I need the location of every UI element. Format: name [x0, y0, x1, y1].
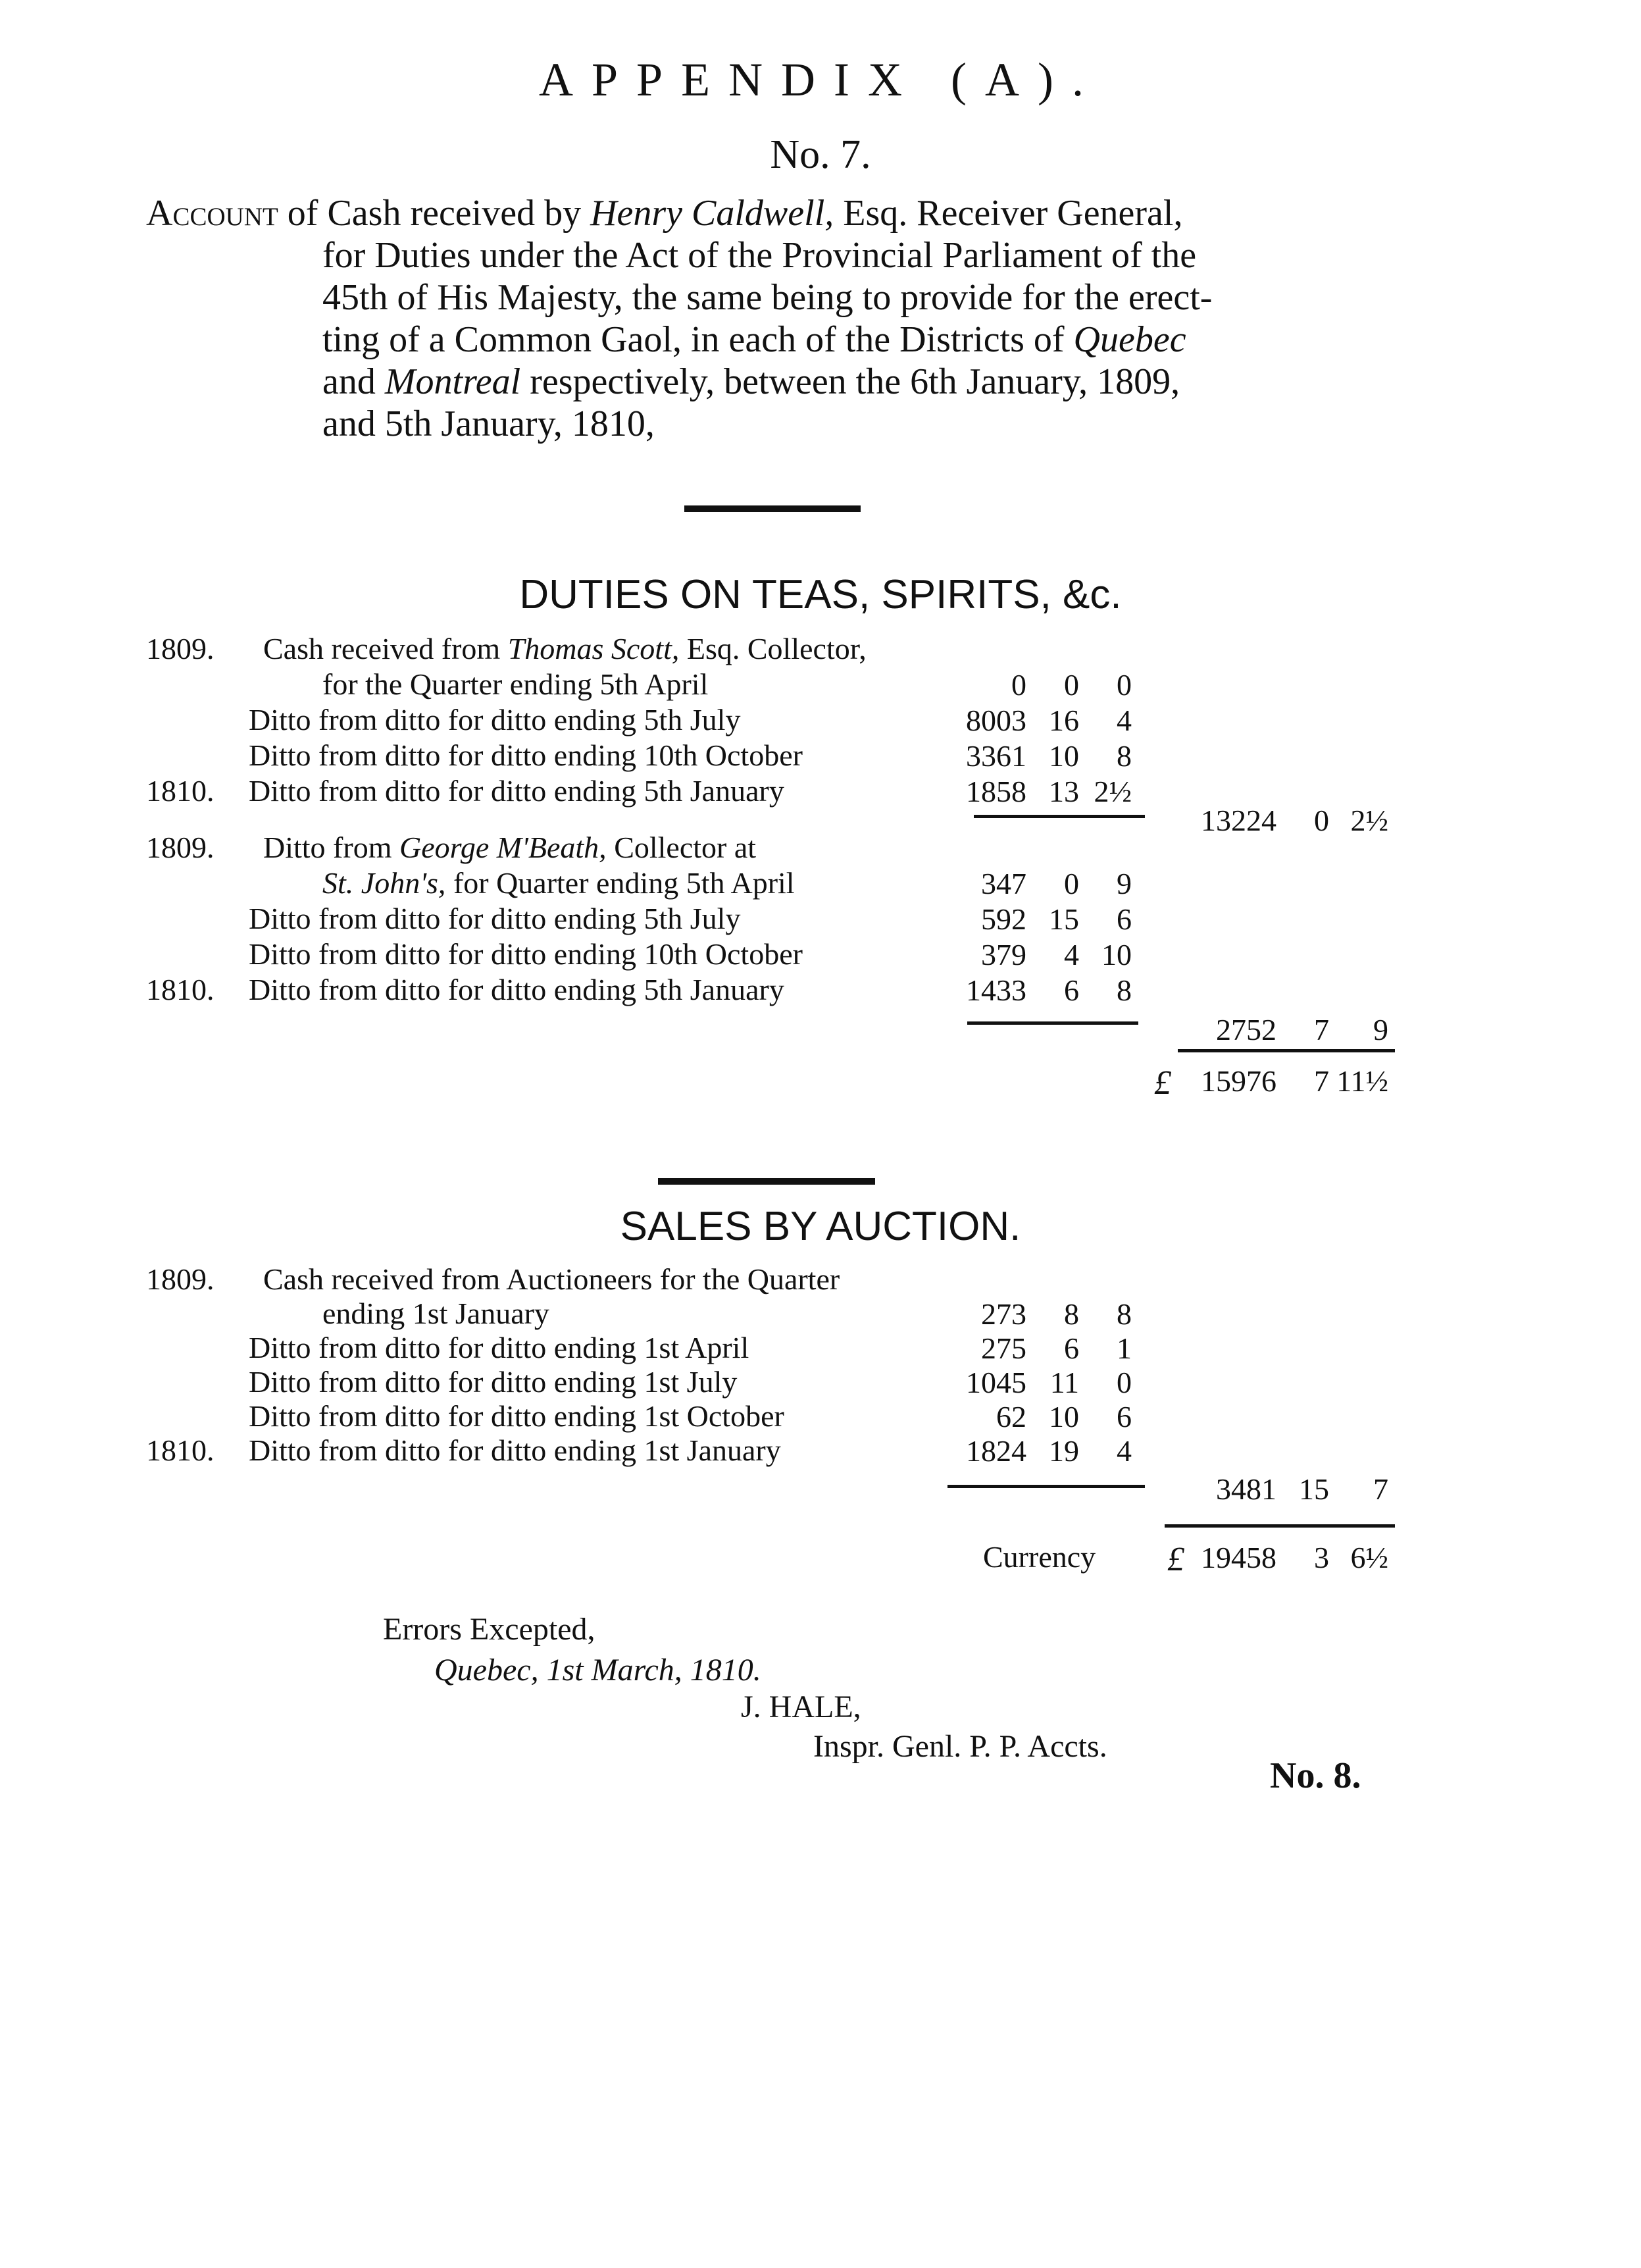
mcbeath-total-shillings: 7 — [1314, 1013, 1329, 1046]
auction-row-shillings: 6 — [1064, 1331, 1079, 1365]
next-page-number: No. 8. — [1270, 1755, 1361, 1796]
account-line1-a: of Cash received by — [287, 193, 591, 234]
account-line5-and: and — [322, 361, 385, 402]
mcbeath-row-name: George M'Beath, — [399, 831, 607, 864]
scott-row-shillings: 16 — [1049, 704, 1079, 737]
auction-row-text: ending 1st January — [322, 1297, 549, 1330]
scott-row-pence: 4 — [1117, 704, 1132, 737]
mcbeath-row-name: St. John's, — [322, 866, 446, 900]
currency-total-shillings: 3 — [1314, 1541, 1329, 1574]
scott-row-description — [249, 703, 740, 737]
auction-row-shillings: 11 — [1049, 1366, 1079, 1399]
total-rule — [1178, 1049, 1395, 1052]
scott-total-shillings: 0 — [1314, 804, 1329, 837]
mcbeath-row-pence: 6 — [1117, 902, 1132, 936]
auction-row-description — [322, 1297, 549, 1331]
document-number: No. 7. — [770, 132, 871, 177]
scott-row-pence: 8 — [1117, 739, 1132, 773]
account-line1-b: Esq. Receiver General, — [834, 193, 1183, 234]
auction-row-pounds: 275 — [981, 1331, 1026, 1365]
mcbeath-row-pounds: 347 — [981, 867, 1026, 900]
auction-row-pounds: 1824 — [966, 1434, 1026, 1468]
grand-total-pence: 11½ — [1336, 1064, 1388, 1098]
auction-row-description — [263, 1262, 840, 1297]
signatory-title: Inspr. Genl. P. P. Accts. — [813, 1729, 1107, 1764]
mcbeath-row-shillings: 15 — [1049, 902, 1079, 936]
mcbeath-total-pounds: 2752 — [1216, 1013, 1276, 1046]
scott-total-pence: 2½ — [1350, 804, 1388, 837]
auction-row-shillings: 10 — [1049, 1400, 1079, 1433]
currency-symbol: £ — [1167, 1541, 1184, 1578]
scott-row-description — [249, 774, 784, 808]
scott-row-pounds: 8003 — [966, 704, 1026, 737]
auction-row-description — [249, 1331, 749, 1365]
mcbeath-row-text-b: Collector at — [606, 831, 757, 864]
grand-total-currency-symbol: £ — [1154, 1064, 1171, 1102]
auction-row-year: 1810. — [146, 1433, 215, 1467]
auction-row-year: 1809. — [146, 1262, 215, 1296]
auction-row-shillings: 8 — [1064, 1297, 1079, 1331]
auction-title: SALES BY AUCTION. — [620, 1204, 1021, 1249]
scott-total-pounds: 13224 — [1201, 804, 1276, 837]
scott-row-description — [322, 667, 708, 702]
scott-row-pounds: 1858 — [966, 775, 1026, 808]
mcbeath-row-pounds: 1433 — [966, 973, 1026, 1007]
scott-row-shillings: 10 — [1049, 739, 1079, 773]
mcbeath-row-shillings: 0 — [1064, 867, 1079, 900]
scott-row-text: Cash received from — [263, 632, 508, 665]
auction-row-description — [249, 1399, 784, 1433]
scott-row-pounds: 0 — [1011, 668, 1026, 702]
subtotal-rule — [974, 815, 1145, 818]
place-quebec: Quebec — [1073, 319, 1186, 360]
auction-row-pounds: 273 — [981, 1297, 1026, 1331]
account-line-6: and 5th January, 1810, — [322, 403, 655, 444]
currency-total-pounds: 19458 — [1201, 1541, 1276, 1574]
receiver-name: Henry Caldwell, — [590, 193, 834, 234]
mcbeath-row-year: 1810. — [146, 973, 215, 1006]
mcbeath-row-description — [322, 866, 795, 900]
scott-row-text: for the Quarter ending 5th April — [322, 667, 709, 701]
scott-row-shillings: 13 — [1049, 775, 1079, 808]
mcbeath-row-description — [249, 902, 740, 936]
account-line-3: 45th of His Majesty, the same being to provide for the erect- — [322, 277, 1213, 318]
mcbeath-total-pence: 9 — [1373, 1013, 1388, 1046]
scott-row-year: 1809. — [146, 632, 215, 665]
appendix-heading: APPENDIX (A). — [539, 53, 1102, 106]
auction-row-pounds: 1045 — [966, 1366, 1026, 1399]
account-line-1 — [146, 192, 1182, 234]
auction-row-pence: 4 — [1117, 1434, 1132, 1468]
divider-rule-2 — [658, 1178, 875, 1185]
grand-total-pounds: 15976 — [1201, 1064, 1276, 1098]
scott-row-pence: 0 — [1117, 668, 1132, 702]
scott-row-pence: 2½ — [1094, 775, 1132, 808]
mcbeath-row-pounds: 592 — [981, 902, 1026, 936]
grand-total-shillings: 7 — [1314, 1064, 1329, 1098]
scott-row-pounds: 3361 — [966, 739, 1026, 773]
auction-row-text: Ditto from ditto for ditto ending 1st April — [249, 1331, 749, 1364]
scott-row-shillings: 0 — [1064, 668, 1079, 702]
scott-row-text: Ditto from ditto for ditto ending 5th July — [249, 703, 741, 736]
auction-row-pence: 8 — [1117, 1297, 1132, 1331]
divider-rule-1 — [684, 505, 861, 512]
auction-row-text: Ditto from ditto for ditto ending 1st October — [249, 1399, 784, 1433]
mcbeath-row-pence: 10 — [1101, 938, 1132, 971]
auction-row-text: Ditto from ditto for ditto ending 1st July — [249, 1365, 738, 1399]
currency-total-pence: 6½ — [1350, 1541, 1388, 1574]
mcbeath-row-text: Ditto from ditto for ditto ending 10th October — [249, 937, 803, 971]
mcbeath-row-shillings: 4 — [1064, 938, 1079, 971]
auction-row-description — [249, 1365, 737, 1399]
place-date — [434, 1652, 761, 1688]
place-montreal: Montreal — [384, 361, 521, 402]
auction-total-shillings: 15 — [1299, 1472, 1329, 1506]
scott-row-text: Ditto from ditto for ditto ending 5th January — [249, 774, 784, 808]
subtotal-rule — [967, 1021, 1138, 1025]
account-line5-b: respectively, between the 6th January, 1809, — [520, 361, 1180, 402]
place-date-text: Quebec, 1st March, 1810. — [434, 1653, 761, 1688]
subtotal-rule — [947, 1485, 1145, 1488]
errors-excepted: Errors Excepted, — [383, 1612, 595, 1647]
mcbeath-row-shillings: 6 — [1064, 973, 1079, 1007]
account-line-5 — [322, 361, 1180, 403]
scott-row-text-b: Esq. Collector, — [679, 632, 867, 665]
mcbeath-row-description — [263, 831, 756, 865]
mcbeath-row-description — [249, 937, 803, 971]
account-line-4 — [322, 319, 1186, 361]
mcbeath-row-year: 1809. — [146, 831, 215, 864]
account-line4-a: ting of a Common Gaol, in each of the Districts of — [322, 319, 1074, 360]
mcbeath-row-pence: 9 — [1117, 867, 1132, 900]
signature: J. HALE, — [741, 1689, 861, 1724]
mcbeath-row-text: Ditto from — [263, 831, 399, 864]
auction-row-pence: 1 — [1117, 1331, 1132, 1365]
scott-row-description — [263, 632, 867, 666]
mcbeath-row-pence: 8 — [1117, 973, 1132, 1007]
mcbeath-row-text: Ditto from ditto for ditto ending 5th January — [249, 973, 784, 1006]
duties-title: DUTIES ON TEAS, SPIRITS, &c. — [519, 572, 1122, 617]
scott-row-text: Ditto from ditto for ditto ending 10th October — [249, 738, 803, 772]
mcbeath-row-text: Ditto from ditto for ditto ending 5th July — [249, 902, 741, 935]
scott-row-description — [249, 738, 803, 773]
account-line-2: for Duties under the Act of the Provincial Parliament of the — [322, 235, 1197, 276]
auction-row-pence: 0 — [1117, 1366, 1132, 1399]
mcbeath-row-text-b: for Quarter ending 5th April — [445, 866, 795, 900]
currency-label: Currency — [983, 1540, 1096, 1574]
auction-row-pence: 6 — [1117, 1400, 1132, 1433]
auction-row-text: Ditto from ditto for ditto ending 1st January — [249, 1433, 781, 1467]
auction-row-text: Cash received from Auctioneers for the Quarter — [263, 1262, 840, 1296]
mcbeath-row-description — [249, 973, 784, 1007]
auction-row-pounds: 62 — [996, 1400, 1026, 1433]
scott-row-name: Thomas Scott, — [507, 632, 680, 665]
auction-row-description — [249, 1433, 781, 1468]
auction-total-pence: 7 — [1373, 1472, 1388, 1506]
auction-row-shillings: 19 — [1049, 1434, 1079, 1468]
mcbeath-row-pounds: 379 — [981, 938, 1026, 971]
account-lead: Account — [146, 193, 278, 234]
scott-row-year: 1810. — [146, 774, 215, 808]
auction-total-pounds: 3481 — [1216, 1472, 1276, 1506]
total-rule — [1165, 1524, 1395, 1528]
